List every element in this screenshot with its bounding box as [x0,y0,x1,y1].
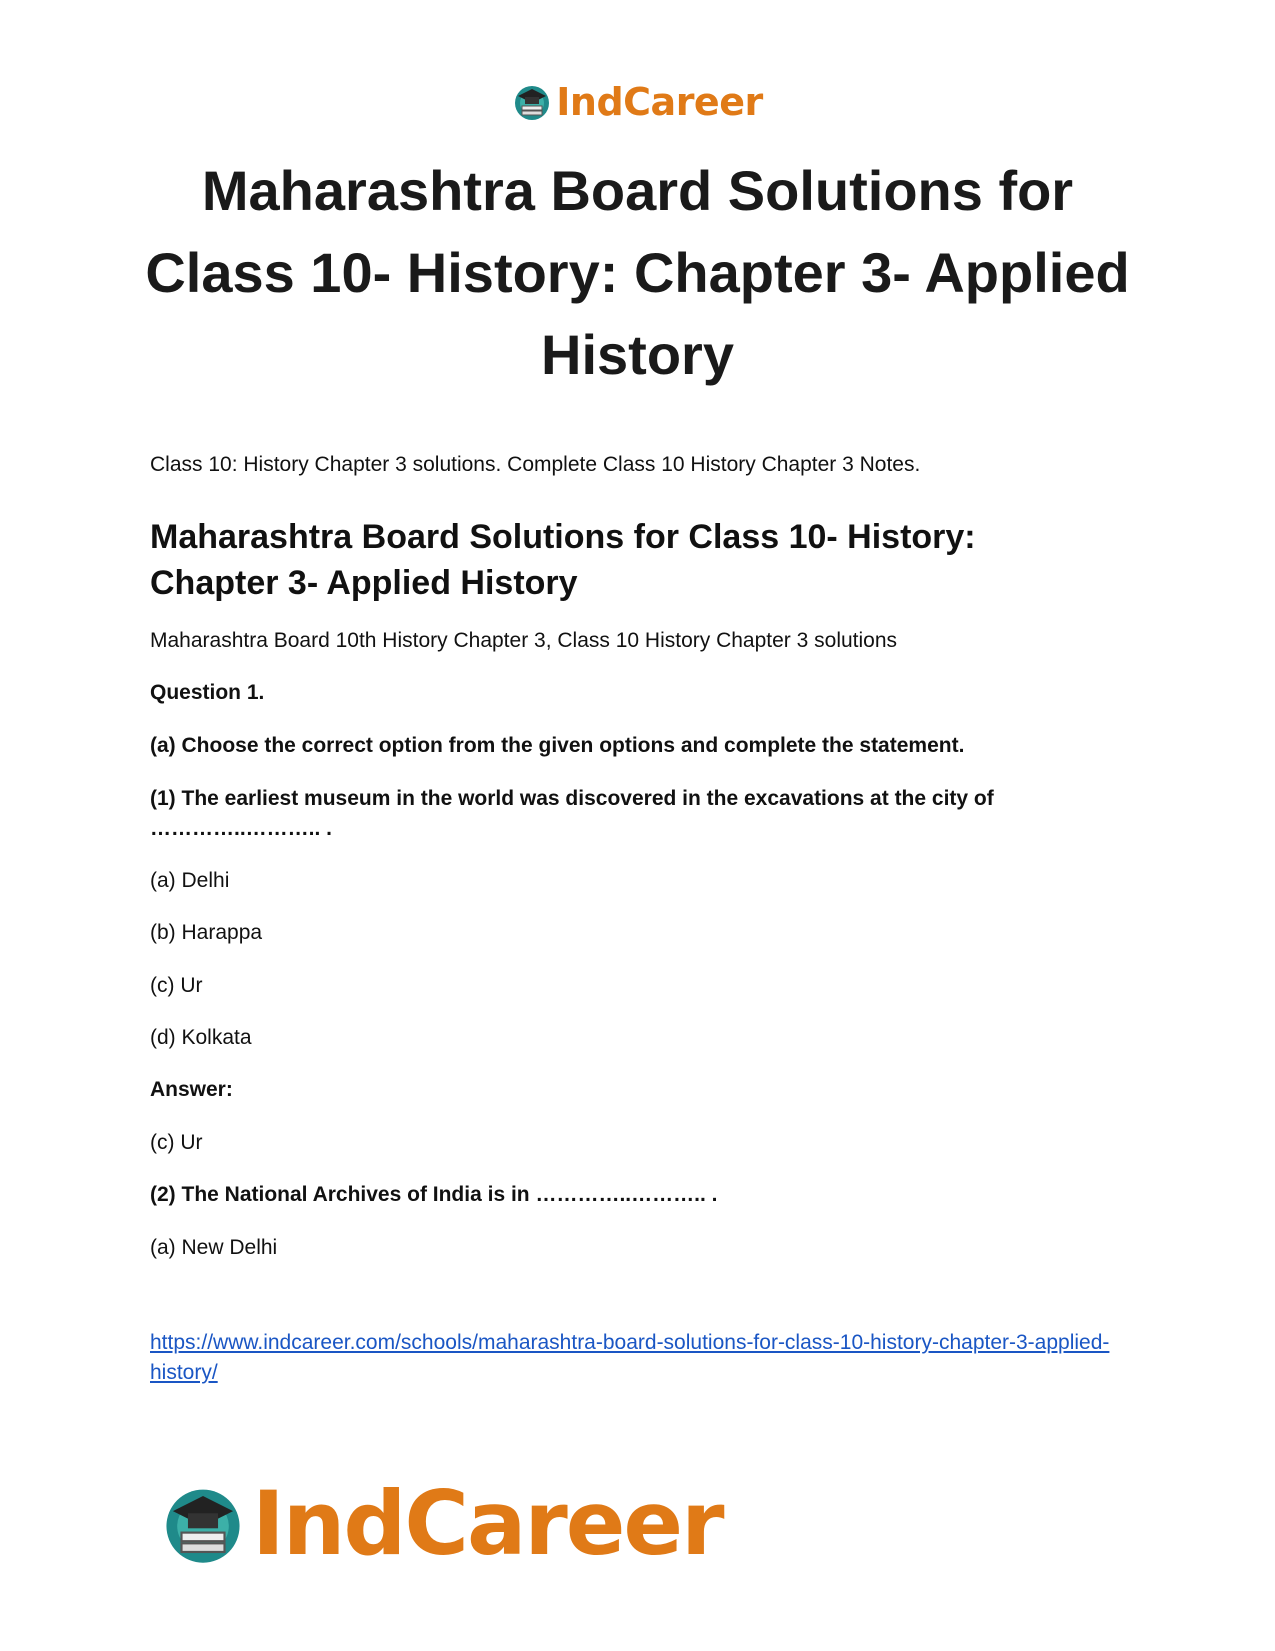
question-label: Question 1. [150,681,265,704]
logo-wordmark: IndCareer [252,1472,723,1575]
question-2-text: (2) The National Archives of India is in …………..……….. . [150,1183,718,1206]
q1-option-c: (c) Ur [150,974,203,997]
q1-option-a: (a) Delhi [150,869,230,892]
instruction-text: (a) Choose the correct option from the given options and complete the statement. [150,734,965,757]
source-url-link[interactable]: https://www.indcareer.com/schools/maharashtra-board-solutions-for-class-10-history-chapter-3-applied-history/ [150,1331,1110,1384]
graduation-cap-globe-icon [160,1481,246,1567]
header-logo [0,80,1275,124]
answer-value: (c) Ur [150,1131,203,1154]
answer-label: Answer: [150,1078,233,1101]
q1-option-b: (b) Harappa [150,921,263,944]
graduation-cap-globe-icon [512,82,552,122]
intro-text: Class 10: History Chapter 3 solutions. Complete Class 10 History Chapter 3 Notes. [150,453,921,476]
subtitle-text: Maharashtra Board 10th History Chapter 3, Class 10 History Chapter 3 solutions [150,629,898,652]
q1-option-d: (d) Kolkata [150,1026,252,1049]
section-heading: Maharashtra Board Solutions for Class 10- History: Chapter 3- Applied History [150,518,976,602]
question-1-text: (1) The earliest museum in the world was discovered in the excavations at the city of …………..……….. . [150,787,994,840]
q2-option-a: (a) New Delhi [150,1236,278,1259]
logo-wordmark: IndCareer [556,80,763,124]
page-title: Maharashtra Board Solutions for Class 10- History: Chapter 3- Applied History [145,159,1130,386]
footer-logo [160,1472,723,1575]
